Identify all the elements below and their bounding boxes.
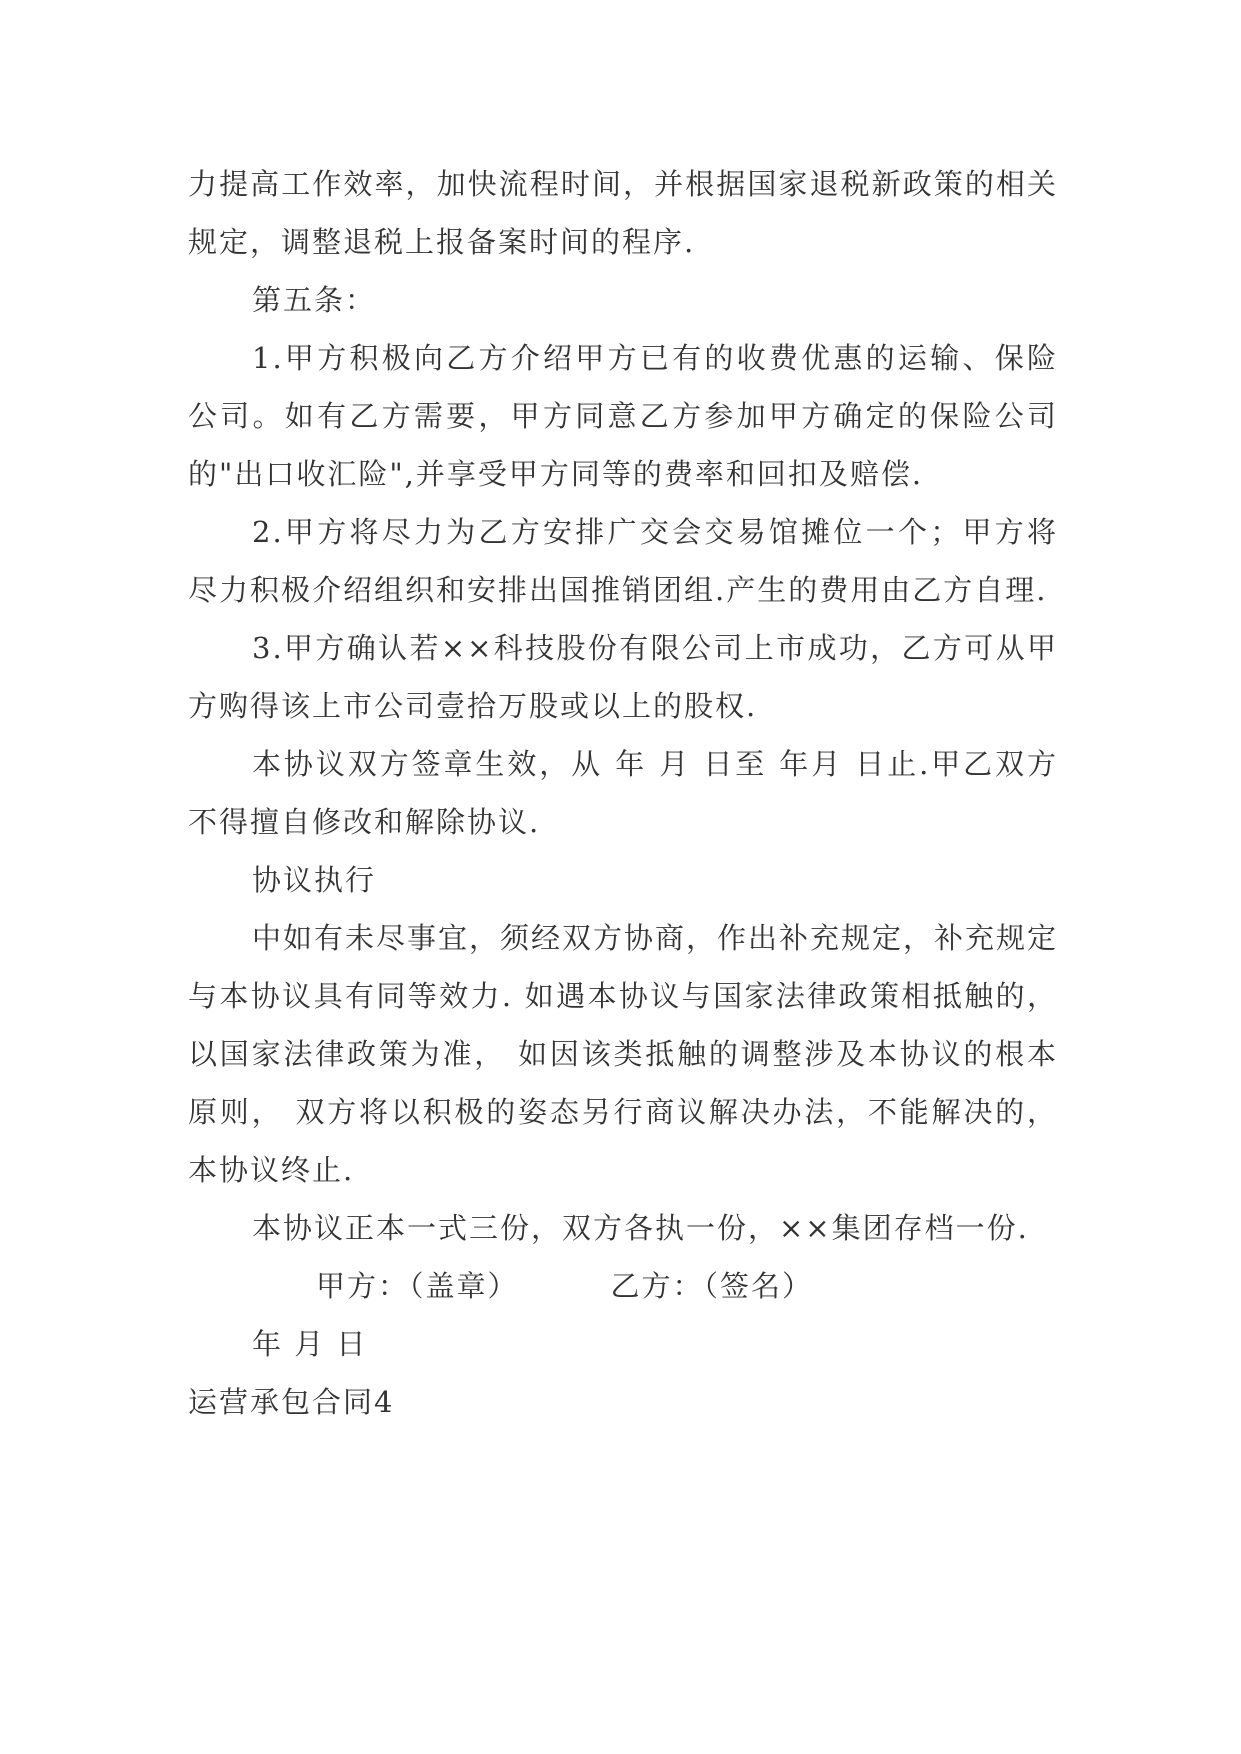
execution-heading: 协议执行 [252, 863, 377, 897]
next-section-title: 运营承包合同4 [188, 1385, 395, 1419]
signature-line [188, 1257, 1058, 1315]
article-five-heading: 第五条： [252, 283, 377, 317]
effective-term-paragraph: 本协议双方签章生效，从 年 月 日至 年月 日止.甲乙双方不得擅自修改和解除协议. [188, 747, 1058, 839]
document-page [188, 155, 1058, 1431]
party-a-signature: 甲方：（盖章） [316, 1269, 519, 1303]
supplementary-paragraph: 中如有未尽事宜，须经双方协商，作出补充规定，补充规定与本协议具有同等效力. 如遇本协议与国家法律政策相抵触的，以国家法律政策为准， 如因该类抵触的调整涉及本协议的根本原则， 双方将以积极的姿态另行商议解决办法，不能解决的，本协议终止. [188, 921, 1059, 1187]
clause-3: 3.甲方确认若××科技股份有限公司上市成功，乙方可从甲方购得该上市公司壹拾万股或以上的股权. [188, 631, 1058, 723]
copies-paragraph: 本协议正本一式三份，双方各执一份，××集团存档一份. [252, 1211, 1029, 1245]
party-b-signature: 乙方：（签名） [610, 1269, 814, 1303]
date-line: 年 月 日 [252, 1327, 368, 1361]
clause-2: 2.甲方将尽力为乙方安排广交会交易馆摊位一个；甲方将尽力积极介绍组织和安排出国推销团组.产生的费用由乙方自理. [188, 515, 1058, 607]
clause-1: 1.甲方积极向乙方介绍甲方已有的收费优惠的运输、保险公司。如有乙方需要，甲方同意乙方参加甲方确定的保险公司的"出口收汇险",并享受甲方同等的费率和回扣及赔偿. [188, 341, 1058, 491]
paragraph-continuation: 力提高工作效率，加快流程时间，并根据国家退税新政策的相关规定，调整退税上报备案时间的程序. [188, 167, 1058, 259]
